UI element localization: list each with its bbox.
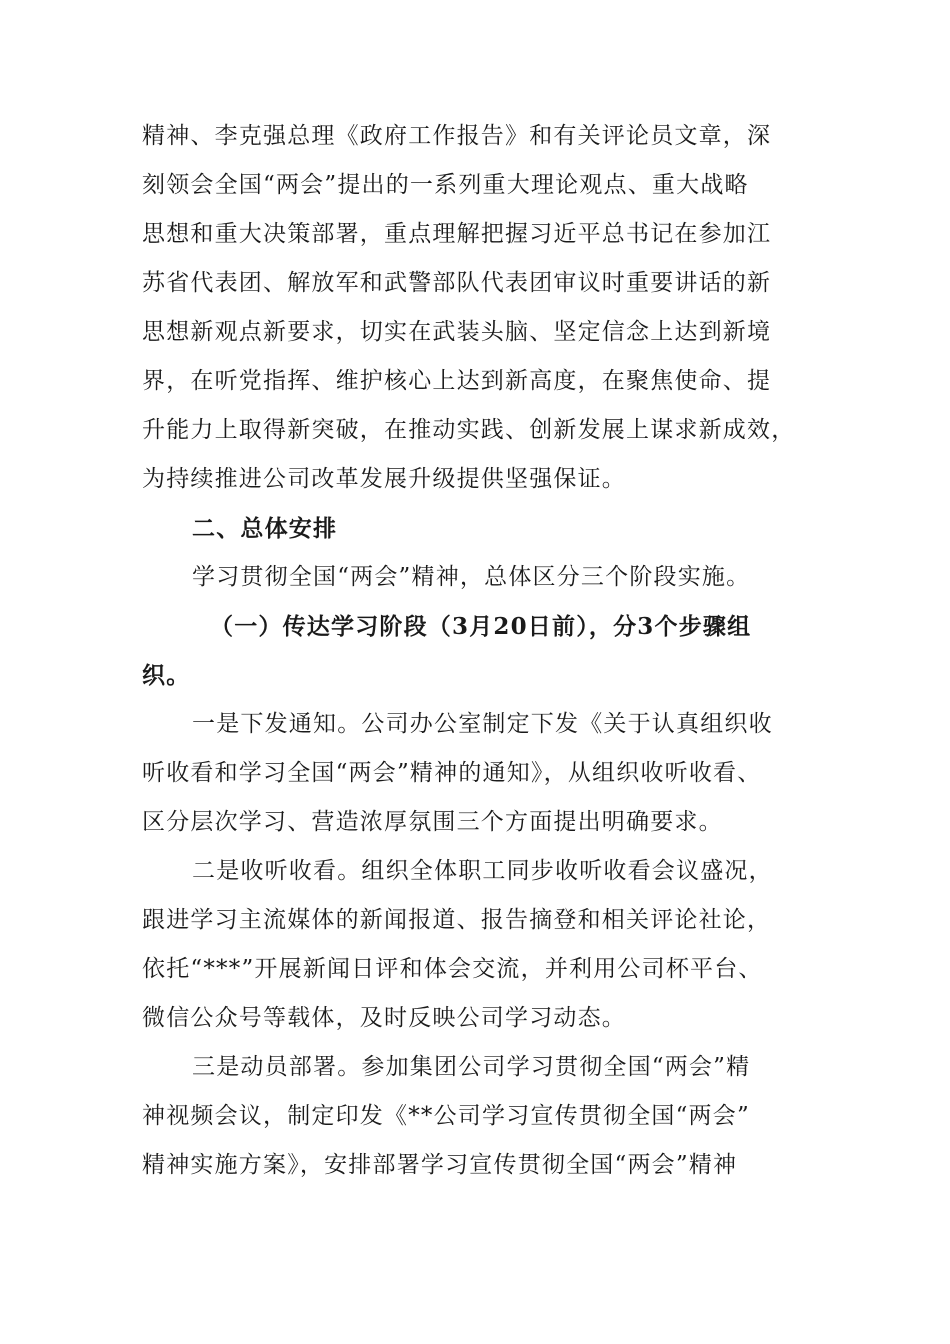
section-heading: 二、总体安排 — [192, 515, 338, 542]
text-line: 依托“***”开展新闻日评和体会交流，并利用公司杯平台、 — [142, 956, 763, 982]
text-line: 学习贯彻全国“两会”精神，总体区分三个阶段实施。 — [192, 564, 751, 590]
text-line: 微信公众号等载体，及时反映公司学习动态。 — [142, 1005, 626, 1031]
subsection-heading-continued: 织。 — [142, 662, 191, 689]
text-line: 精神实施方案》，安排部署学习宣传贯彻全国“两会”精神 — [142, 1152, 738, 1178]
text-line: 跟进学习主流媒体的新闻报道、报告摘登和相关评论社论， — [142, 907, 772, 933]
text-line: 二是收听收看。组织全体职工同步收听收看会议盛况， — [192, 858, 773, 884]
text-line: 思想新观点新要求，切实在武装头脑、坚定信念上达到新境 — [142, 319, 772, 345]
text-line: 一是下发通知。公司办公室制定下发《关于认真组织收 — [192, 711, 773, 737]
text-line: 神视频会议，制定印发《**公司学习宣传贯彻全国“两会” — [142, 1103, 750, 1129]
text-line: 为持续推进公司改革发展升级提供坚强保证。 — [142, 466, 626, 492]
document-body — [142, 112, 828, 1190]
text-line: 刻领会全国“两会”提出的一系列重大理论观点、重大战略 — [142, 172, 749, 198]
text-line: 苏省代表团、解放军和武警部队代表团审议时重要讲话的新 — [142, 270, 772, 296]
text-line: 界，在听党指挥、维护核心上达到新高度，在聚焦使命、提 — [142, 368, 772, 394]
subsection-heading: （一）传达学习阶段（3月20日前），分3个步骤组 — [210, 613, 752, 640]
text-line: 精神、李克强总理《政府工作报告》和有关评论员文章，深 — [142, 123, 772, 149]
text-line: 升能力上取得新突破，在推动实践、创新发展上谋求新成效， — [142, 417, 796, 443]
text-line: 听收看和学习全国“两会”精神的通知》，从组织收听收看、 — [142, 760, 762, 786]
text-line: 三是动员部署。参加集团公司学习贯彻全国“两会”精 — [192, 1054, 751, 1080]
text-line: 区分层次学习、营造浓厚氛围三个方面提出明确要求。 — [142, 809, 723, 835]
text-line: 思想和重大决策部署，重点理解把握习近平总书记在参加江 — [142, 221, 772, 247]
